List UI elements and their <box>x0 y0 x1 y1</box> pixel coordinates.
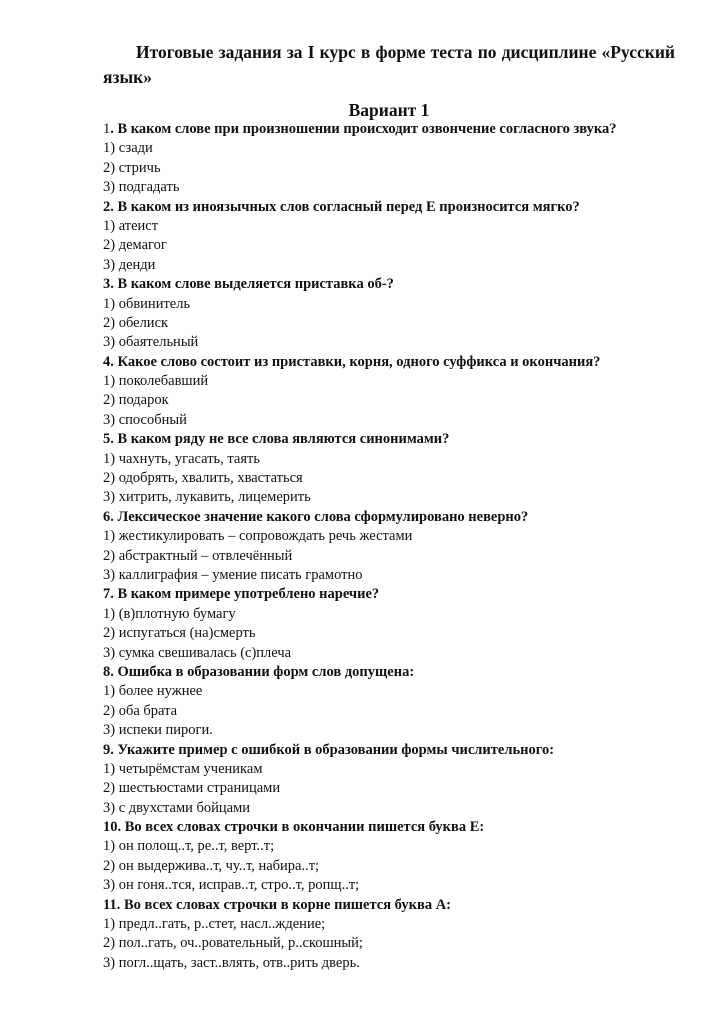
answer-option: 2) обелиск <box>103 314 169 331</box>
answer-option: 3) сумка свешивалась (с)плеча <box>103 644 292 661</box>
answer-option: 3) испеки пироги. <box>103 722 213 739</box>
answer-option: 3) способный <box>103 411 187 428</box>
question-line <box>103 508 703 527</box>
question-number-suffix: . <box>110 276 114 293</box>
question-block <box>103 508 703 586</box>
question-block <box>103 120 703 198</box>
question-block <box>103 353 703 431</box>
answer-option: 2) демагог <box>103 237 167 254</box>
question-text: В каком примере употреблено наречие? <box>117 586 380 603</box>
question-text: Во всех словах строчки в корне пишется буква А: <box>123 896 451 913</box>
question-block <box>103 430 703 508</box>
question-text: В каком ряду не все слова являются синонимами? <box>117 431 450 448</box>
answer-option: 1) четырёмстам ученикам <box>103 760 263 777</box>
answer-option: 3) обаятельный <box>103 334 199 351</box>
answer-option: 1) атеист <box>103 217 159 234</box>
question-number-suffix: . <box>110 121 114 137</box>
answer-option: 1) он полощ..т, ре..т, верт..т; <box>103 838 275 855</box>
answer-option: 1) жестикулировать – сопровождать речь жестами <box>103 528 413 545</box>
question-number-suffix: . <box>117 819 122 836</box>
question-number: 10 <box>103 819 118 836</box>
question-number: 11 <box>103 896 117 913</box>
question-block <box>103 818 703 896</box>
answer-option: 2) одобрять, хвалить, хвастаться <box>103 470 303 487</box>
question-line <box>103 818 703 837</box>
answer-option: 1) предл..гать, р..стет, насл..ждение; <box>103 916 326 933</box>
answer-option: 1) чахнуть, угасать, таять <box>103 450 260 467</box>
answer-option: 1) поколебавший <box>103 373 209 390</box>
variant-heading: Вариант 1 <box>348 100 430 120</box>
answer-option: 2) оба брата <box>103 702 178 719</box>
question-block <box>103 896 703 974</box>
question-number-suffix: . <box>110 353 114 370</box>
question-number-suffix: . <box>116 896 121 913</box>
question-list <box>103 120 703 973</box>
question-number: 3 <box>103 276 111 293</box>
question-number: 6 <box>103 508 111 525</box>
question-line <box>103 120 703 139</box>
answer-option: 1) (в)плотную бумагу <box>103 605 236 622</box>
answer-option: 2) он выдержива..т, чу..т, набира..т; <box>103 857 320 874</box>
answer-option: 1) более нужнее <box>103 683 203 700</box>
question-number: 4 <box>103 353 111 370</box>
document-title: Итоговые задания за I курс в форме теста по дисциплине «Русский язык» <box>103 42 675 87</box>
question-number-suffix: . <box>110 586 114 603</box>
question-block <box>103 585 703 663</box>
answer-option: 2) стричь <box>103 159 161 176</box>
answer-option: 3) хитрить, лукавить, лицемерить <box>103 489 311 506</box>
question-line <box>103 430 703 449</box>
question-line <box>103 585 703 604</box>
answer-option: 3) погл..щать, заст..влять, отв..рить дверь. <box>103 954 360 971</box>
question-number-suffix: . <box>110 508 114 525</box>
question-line <box>103 198 703 217</box>
question-text: Лексическое значение какого слова сформулировано неверно? <box>117 508 529 525</box>
answer-option: 1) сзади <box>103 140 153 157</box>
question-number: 8 <box>103 663 111 680</box>
answer-option: 2) абстрактный – отвлечённый <box>103 547 293 564</box>
question-text: В каком слове при произношении происходит озвончение согласного звука? <box>117 121 617 137</box>
answer-option: 1) обвинитель <box>103 295 191 312</box>
question-block <box>103 198 703 276</box>
answer-option: 2) шестьюстами страницами <box>103 780 281 797</box>
question-text: В каком из иноязычных слов согласный перед Е произносится мягко? <box>117 198 580 215</box>
question-number: 9 <box>103 741 111 758</box>
question-text: Какое слово состоит из приставки, корня, одного суффикса и окончания? <box>117 353 601 370</box>
answer-option: 2) подарок <box>103 392 169 409</box>
question-number: 5 <box>103 431 111 448</box>
question-number-suffix: . <box>110 741 114 758</box>
question-text: Укажите пример с ошибкой в образовании формы числительного: <box>117 741 555 758</box>
question-block <box>103 741 703 819</box>
question-line <box>103 353 703 372</box>
question-number-suffix: . <box>110 663 114 680</box>
answer-option: 3) подгадать <box>103 179 180 196</box>
question-text: Ошибка в образовании форм слов допущена: <box>117 663 415 680</box>
answer-option: 2) испугаться (на)смерть <box>103 625 256 642</box>
question-block <box>103 663 703 741</box>
question-number: 7 <box>103 586 111 603</box>
question-text: В каком слове выделяется приставка об-? <box>117 276 394 293</box>
question-number: 1 <box>103 121 111 137</box>
question-text: Во всех словах строчки в окончании пишется буква Е: <box>124 819 485 836</box>
question-number: 2 <box>103 198 111 215</box>
answer-option: 3) он гоня..тся, исправ..т, стро..т, ропщ..т; <box>103 877 360 894</box>
question-block <box>103 275 703 353</box>
answer-option: 3) с двухстами бойцами <box>103 799 251 816</box>
question-line <box>103 663 703 682</box>
answer-option: 2) пол..гать, оч..ровательный, р..скошный; <box>103 935 363 952</box>
question-number-suffix: . <box>110 198 114 215</box>
answer-option: 3) каллиграфия – умение писать грамотно <box>103 566 363 583</box>
answer-option: 3) денди <box>103 256 156 273</box>
question-line <box>103 896 703 915</box>
question-number-suffix: . <box>110 431 114 448</box>
question-line <box>103 741 703 760</box>
question-line <box>103 275 703 294</box>
